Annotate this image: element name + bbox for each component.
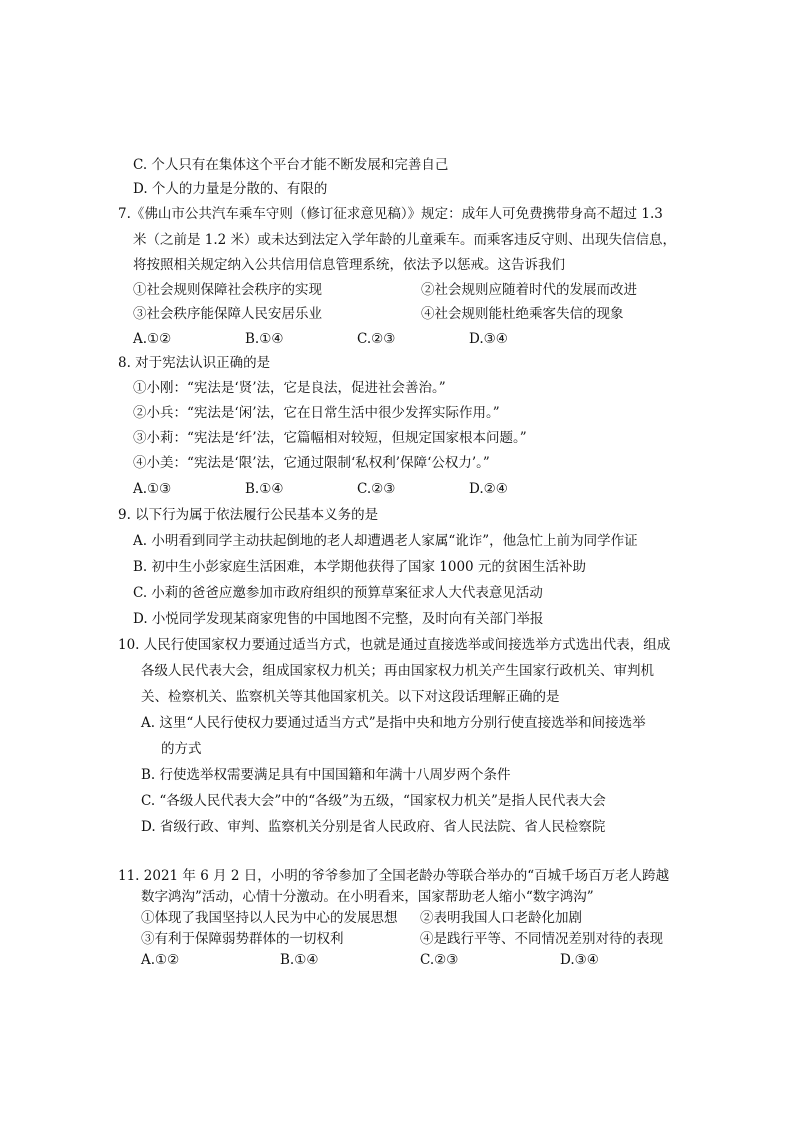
q8-stem: 8. 对于宪法认识正确的是	[118, 355, 271, 371]
q10-option-b: B. 行使选举权需要满足具有中国国籍和年满十八周岁两个条件	[141, 767, 511, 783]
q8-option-c: C.②③	[357, 481, 396, 497]
q6-option-d: D. 个人的力量是分散的、有限的	[133, 181, 328, 197]
q7-statement-1: ①社会规则保障社会秩序的实现	[133, 282, 322, 298]
q9-option-b: B. 初中生小彭家庭生活困难，本学期他获得了国家 1000 元的贫困生活补助	[133, 559, 586, 575]
q11-statement-1: ①体现了我国坚持以人民为中心的发展思想	[141, 910, 398, 926]
q6-option-c: C. 个人只有在集体这个平台才能不断发展和完善自己	[133, 157, 449, 173]
q11-statement-3: ③有利于保障弱势群体的一切权利	[141, 931, 344, 947]
q10-stem-line2: 各级人民代表大会，组成国家权力机关；再由国家权力机关产生国家行政机关、审判机	[141, 663, 654, 679]
q9-option-d: D. 小悦同学发现某商家兜售的中国地图不完整，及时向有关部门举报	[133, 611, 544, 627]
q8-option-b: B.①④	[245, 481, 284, 497]
q7-statement-4: ④社会规则能杜绝乘客失信的现象	[421, 306, 624, 322]
q7-stem-line1: 7.《佛山市公共汽车乘车守则（修订征求意见稿）》规定：成年人可免费携带身高不超过 1.3	[118, 206, 663, 222]
q10-stem-line3: 关、检察机关、监察机关等其他国家机关。以下对这段话理解正确的是	[141, 689, 560, 705]
q7-stem-line2: 米（之前是 1.2 米）或未达到法定入学年龄的儿童乘车。而乘客违反守则、出现失信信息，	[133, 232, 677, 248]
q10-option-a-line2: 的方式	[161, 741, 202, 757]
q7-stem-line3: 将按照相关规定纳入公共信用信息管理系统，依法予以惩戒。这告诉我们	[133, 257, 565, 273]
q7-option-c: C.②③	[357, 331, 396, 347]
q11-statement-2: ②表明我国人口老龄化加剧	[420, 910, 582, 926]
q7-option-d: D.③④	[469, 331, 508, 347]
q8-option-d: D.②④	[469, 481, 508, 497]
q9-option-c: C. 小莉的爸爸应邀参加市政府组织的预算草案征求人大代表意见活动	[133, 585, 543, 601]
q10-option-a-line1: A. 这里“人民行使权力要通过适当方式”是指中央和地方分别行使直接选举和间接选举	[141, 715, 646, 731]
q10-option-c: C. “各级人民代表大会”中的“各级”为五级，“国家权力机关”是指人民代表大会	[141, 793, 606, 809]
q7-statement-3: ③社会秩序能保障人民安居乐业	[133, 306, 322, 322]
q8-statement-2: ②小兵：“宪法是‘闲’法，它在日常生活中很少发挥实际作用。”	[133, 405, 500, 421]
q10-option-d: D. 省级行政、审判、监察机关分别是省人民政府、省人民法院、省人民检察院	[141, 819, 606, 835]
q8-option-a: A.①③	[133, 481, 172, 497]
q10-stem-line1: 10. 人民行使国家权力要通过适当方式，也就是通过直接选举或间接选举方式选出代表，组成	[118, 637, 671, 653]
q9-option-a: A. 小明看到同学主动扶起倒地的老人却遭遇老人家属“讹诈”，他急忙上前为同学作证	[133, 533, 638, 549]
q11-statement-4: ④是践行平等、不同情况差别对待的表现	[420, 931, 663, 947]
q11-stem-line1: 11. 2021 年 6 月 2 日，小明的爷爷参加了全国老龄办等联合举办的“百城千场百万老人跨越	[118, 868, 670, 884]
q11-option-a: A.①②	[141, 952, 180, 968]
q7-statement-2: ②社会规则应随着时代的发展而改进	[421, 282, 637, 298]
q8-statement-3: ③小莉：“宪法是‘纤’法，它篇幅相对较短，但规定国家根本问题。”	[133, 430, 527, 446]
q11-option-c: C.②③	[420, 952, 459, 968]
q11-option-b: B.①④	[280, 952, 319, 968]
q7-option-b: B.①④	[245, 331, 284, 347]
q8-statement-1: ①小刚：“宪法是‘贤’法，它是良法，促进社会善治。”	[133, 380, 446, 396]
q7-option-a: A.①②	[133, 331, 172, 347]
q9-stem: 9. 以下行为属于依法履行公民基本义务的是	[118, 507, 379, 523]
q11-option-d: D.③④	[560, 952, 599, 968]
q11-stem-line2: 数字鸿沟”活动，心情十分激动。在小明看来，国家帮助老人缩小“数字鸿沟”	[141, 889, 594, 905]
q8-statement-4: ④小美：“宪法是‘限’法，它通过限制‘私权利’保障‘公权力’。”	[133, 455, 490, 471]
